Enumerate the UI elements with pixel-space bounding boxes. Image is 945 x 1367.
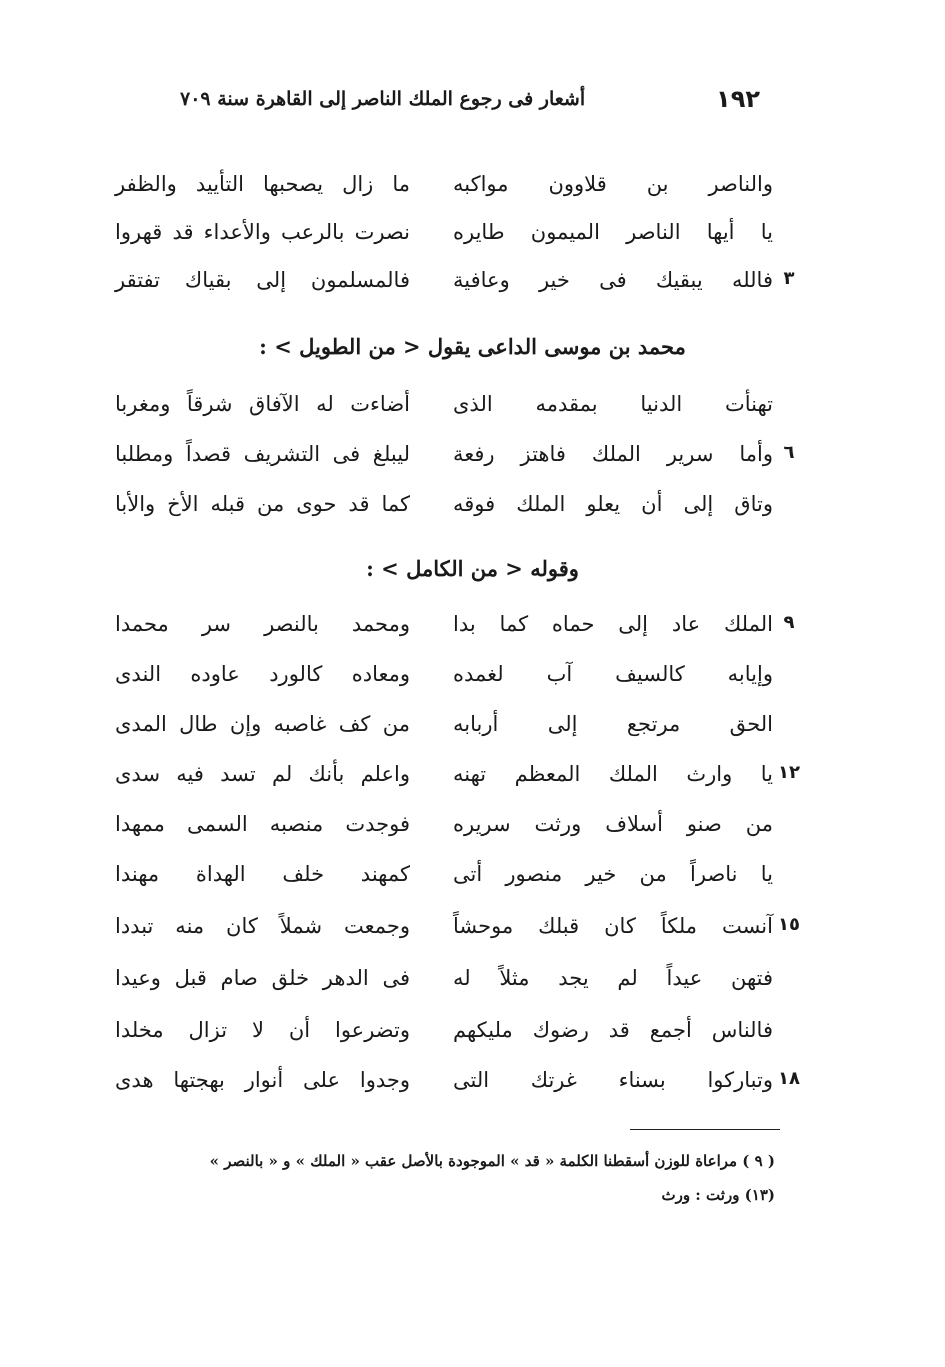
poem-heading: محمد بن موسى الداعى يقول < من الطويل > : — [259, 334, 686, 359]
verse-line — [115, 1068, 805, 1108]
verse-line — [115, 612, 805, 652]
running-title: أشعار فى رجوع الملك الناصر إلى القاهرة سنة ٧٠٩ — [180, 88, 586, 110]
verse-number: ٦ — [783, 442, 795, 463]
verse-line — [115, 492, 805, 532]
verse-number: ٣ — [783, 268, 795, 289]
footnote: (١٣) ورثت : ورث — [661, 1186, 775, 1204]
verse-line — [115, 862, 805, 902]
verse-first-hemistich: يا وارث الملك المعظم تهنه — [453, 762, 773, 786]
verse-second-hemistich: ليبلغ فى التشريف قصداً ومطلبا — [115, 442, 410, 466]
verse-line — [115, 914, 805, 954]
verse-number: ١٨ — [778, 1068, 800, 1089]
verse-first-hemistich: من صنو أسلاف ورثت سريره — [453, 812, 773, 836]
verse-second-hemistich: فوجدت منصبه السمى ممهدا — [115, 812, 410, 836]
verse-line — [115, 220, 805, 260]
page-header — [180, 82, 760, 116]
verse-number: ٩ — [783, 612, 795, 633]
verse-line — [115, 392, 805, 432]
verse-second-hemistich: ومعاده كالورد عاوده الندى — [115, 662, 410, 686]
verse-line — [115, 172, 805, 212]
verse-first-hemistich: فالناس أجمع قد رضوك مليكهم — [453, 1018, 773, 1042]
verse-first-hemistich: يا أيها الناصر الميمون طايره — [453, 220, 773, 244]
verse-first-hemistich: تهنأت الدنيا بمقدمه الذى — [453, 392, 773, 416]
verse-line — [115, 812, 805, 852]
verse-first-hemistich: والناصر بن قلاوون مواكبه — [453, 172, 773, 196]
verse-line — [115, 268, 805, 308]
verse-number: ١٢ — [778, 762, 800, 783]
verse-first-hemistich: وتباركوا بسناء غرتك التى — [453, 1068, 773, 1092]
verse-first-hemistich: الملك عاد إلى حماه كما بدا — [453, 612, 773, 636]
verse-first-hemistich: فالله يبقيك فى خير وعافية — [453, 268, 773, 292]
verse-first-hemistich: الحق مرتجع إلى أربابه — [453, 712, 773, 736]
verse-line — [115, 662, 805, 702]
verse-second-hemistich: فالمسلمون إلى بقياك تفتقر — [115, 268, 410, 292]
verse-first-hemistich: وأما سرير الملك فاهتز رفعة — [453, 442, 773, 466]
verse-second-hemistich: أضاءت له الآفاق شرقاً ومغربا — [115, 392, 410, 416]
verse-line — [115, 1018, 805, 1058]
verse-second-hemistich: واعلم بأنك لم تسد فيه سدى — [115, 762, 410, 786]
verse-second-hemistich: وجمعت شملاً كان منه تبددا — [115, 914, 410, 938]
verse-first-hemistich: يا ناصراً من خير منصور أتى — [453, 862, 773, 886]
verse-second-hemistich: كمهند خلف الهداة مهندا — [115, 862, 410, 886]
page-number: ١٩٢ — [716, 85, 760, 113]
footnote: ( ٩ ) مراعاة للوزن أسقطنا الكلمة « قد » الموجودة بالأصل عقب « الملك » و « بالنصر » — [209, 1152, 775, 1170]
verse-first-hemistich: فتهن عيداً لم يجد مثلاً له — [453, 966, 773, 990]
verse-second-hemistich: وجدوا على أنوار بهجتها هدى — [115, 1068, 410, 1092]
verse-first-hemistich: وتاق إلى أن يعلو الملك فوقه — [453, 492, 773, 516]
verse-line — [115, 762, 805, 802]
verse-second-hemistich: من كف غاصبه وإن طال المدى — [115, 712, 410, 736]
verse-second-hemistich: ومحمد بالنصر سر محمدا — [115, 612, 410, 636]
verse-second-hemistich: ما زال يصحبها التأييد والظفر — [115, 172, 410, 196]
verse-second-hemistich: وتضرعوا أن لا تزال مخلدا — [115, 1018, 410, 1042]
poem-heading: وقوله < من الكامل > : — [366, 556, 579, 581]
verse-second-hemistich: كما قد حوى من قبله الأخ والأبا — [115, 492, 410, 516]
verse-line — [115, 712, 805, 752]
verse-second-hemistich: فى الدهر خلق صام قبل وعيدا — [115, 966, 410, 990]
verse-number: ١٥ — [778, 914, 800, 935]
verse-line — [115, 966, 805, 1006]
footnote-divider — [630, 1129, 780, 1130]
verse-line — [115, 442, 805, 482]
verse-first-hemistich: آنست ملكاً كان قبلك موحشاً — [453, 914, 773, 938]
verse-first-hemistich: وإيابه كالسيف آب لغمده — [453, 662, 773, 686]
verse-second-hemistich: نصرت بالرعب والأعداء قد قهروا — [115, 220, 410, 244]
